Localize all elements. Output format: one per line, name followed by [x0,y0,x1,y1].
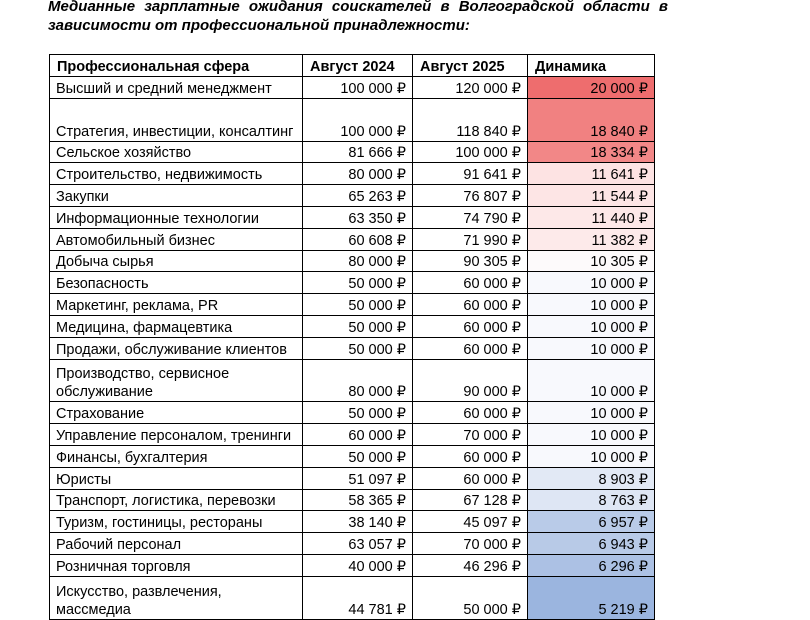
sphere-cell: Управление персоналом, тренинги [50,424,303,446]
table-row [50,206,655,228]
table-row [50,163,655,185]
aug-2024-cell: 40 000 ₽ [303,554,413,576]
table-row [50,402,655,424]
header-row [50,55,655,77]
dynamics-cell: 10 000 ₽ [528,445,655,467]
aug-2025-cell: 90 000 ₽ [413,359,528,402]
aug-2024-cell: 80 000 ₽ [303,250,413,272]
table-row [50,141,655,163]
dynamics-cell: 11 440 ₽ [528,206,655,228]
table-row [50,576,655,619]
aug-2024-cell: 50 000 ₽ [303,337,413,359]
table-row [50,533,655,555]
dynamics-cell: 10 000 ₽ [528,272,655,294]
table-row [50,250,655,272]
aug-2024-cell: 50 000 ₽ [303,294,413,316]
aug-2024-cell: 80 000 ₽ [303,359,413,402]
aug-2024-cell: 63 350 ₽ [303,206,413,228]
aug-2024-cell: 50 000 ₽ [303,402,413,424]
table-row [50,185,655,207]
dynamics-cell: 10 000 ₽ [528,424,655,446]
sphere-cell: Финансы, бухгалтерия [50,445,303,467]
table-row [50,228,655,250]
dynamics-cell: 10 000 ₽ [528,294,655,316]
dynamics-cell: 10 000 ₽ [528,315,655,337]
table-row [50,272,655,294]
dynamics-cell: 10 305 ₽ [528,250,655,272]
dynamics-cell: 5 219 ₽ [528,576,655,619]
aug-2025-cell: 60 000 ₽ [413,272,528,294]
dynamics-cell: 10 000 ₽ [528,337,655,359]
aug-2024-cell: 50 000 ₽ [303,315,413,337]
sphere-cell: Юристы [50,467,303,489]
aug-2025-cell: 91 641 ₽ [413,163,528,185]
sphere-cell: Розничная торговля [50,554,303,576]
column-header-aug-2024: Август 2024 [303,55,413,77]
aug-2024-cell: 80 000 ₽ [303,163,413,185]
aug-2025-cell: 74 790 ₽ [413,206,528,228]
table-row [50,424,655,446]
dynamics-cell: 10 000 ₽ [528,402,655,424]
aug-2025-cell: 46 296 ₽ [413,554,528,576]
aug-2025-cell: 60 000 ₽ [413,445,528,467]
sphere-cell: Производство, сервисное обслуживание [50,359,303,402]
aug-2024-cell: 60 000 ₽ [303,424,413,446]
aug-2025-cell: 60 000 ₽ [413,467,528,489]
dynamics-cell: 10 000 ₽ [528,359,655,402]
aug-2025-cell: 60 000 ₽ [413,337,528,359]
aug-2025-cell: 45 097 ₽ [413,511,528,533]
aug-2024-cell: 51 097 ₽ [303,467,413,489]
dynamics-cell: 11 641 ₽ [528,163,655,185]
aug-2024-cell: 58 365 ₽ [303,489,413,511]
aug-2024-cell: 50 000 ₽ [303,272,413,294]
sphere-cell: Маркетинг, реклама, PR [50,294,303,316]
sphere-cell: Туризм, гостиницы, рестораны [50,511,303,533]
sphere-cell: Высший и средний менеджмент [50,77,303,99]
aug-2024-cell: 100 000 ₽ [303,98,413,141]
aug-2025-cell: 70 000 ₽ [413,533,528,555]
aug-2024-cell: 65 263 ₽ [303,185,413,207]
dynamics-cell: 11 544 ₽ [528,185,655,207]
aug-2024-cell: 44 781 ₽ [303,576,413,619]
dynamics-cell: 11 382 ₽ [528,228,655,250]
aug-2025-cell: 118 840 ₽ [413,98,528,141]
sphere-cell: Автомобильный бизнес [50,228,303,250]
aug-2024-cell: 60 608 ₽ [303,228,413,250]
aug-2025-cell: 100 000 ₽ [413,141,528,163]
column-header-sphere: Профессиональная сфера [50,55,303,77]
dynamics-cell: 20 000 ₽ [528,77,655,99]
sphere-cell: Закупки [50,185,303,207]
column-header-aug-2025: Август 2025 [413,55,528,77]
sphere-cell: Транспорт, логистика, перевозки [50,489,303,511]
table-row [50,467,655,489]
sphere-cell: Сельское хозяйство [50,141,303,163]
sphere-cell: Страхование [50,402,303,424]
aug-2024-cell: 63 057 ₽ [303,533,413,555]
sphere-cell: Медицина, фармацевтика [50,315,303,337]
aug-2025-cell: 50 000 ₽ [413,576,528,619]
dynamics-cell: 8 763 ₽ [528,489,655,511]
aug-2024-cell: 50 000 ₽ [303,445,413,467]
sphere-cell: Строительство, недвижимость [50,163,303,185]
aug-2025-cell: 60 000 ₽ [413,315,528,337]
sphere-cell: Рабочий персонал [50,533,303,555]
dynamics-cell: 18 334 ₽ [528,141,655,163]
aug-2024-cell: 100 000 ₽ [303,77,413,99]
sphere-cell: Безопасность [50,272,303,294]
dynamics-cell: 8 903 ₽ [528,467,655,489]
aug-2025-cell: 60 000 ₽ [413,294,528,316]
column-header-dynamics: Динамика [528,55,655,77]
table-row [50,294,655,316]
table-row [50,489,655,511]
aug-2024-cell: 38 140 ₽ [303,511,413,533]
aug-2025-cell: 67 128 ₽ [413,489,528,511]
sphere-cell: Информационные технологии [50,206,303,228]
dynamics-cell: 18 840 ₽ [528,98,655,141]
aug-2024-cell: 81 666 ₽ [303,141,413,163]
aug-2025-cell: 90 305 ₽ [413,250,528,272]
table-row [50,337,655,359]
table-row [50,359,655,402]
sphere-cell: Искусство, развлечения, массмедиа [50,576,303,619]
sphere-cell: Стратегия, инвестиции, консалтинг [50,98,303,141]
table-row [50,445,655,467]
aug-2025-cell: 120 000 ₽ [413,77,528,99]
table-row [50,511,655,533]
table-row [50,315,655,337]
dynamics-cell: 6 957 ₽ [528,511,655,533]
dynamics-cell: 6 296 ₽ [528,554,655,576]
table-row [50,98,655,141]
aug-2025-cell: 60 000 ₽ [413,402,528,424]
aug-2025-cell: 70 000 ₽ [413,424,528,446]
salary-expectations-table [49,54,655,620]
table-caption: Медианные зарплатные ожидания соискателей в Волгоградской области в зависимости от профессиональной принадлежности: [48,0,668,34]
sphere-cell: Добыча сырья [50,250,303,272]
dynamics-cell: 6 943 ₽ [528,533,655,555]
aug-2025-cell: 71 990 ₽ [413,228,528,250]
table-row [50,77,655,99]
sphere-cell: Продажи, обслуживание клиентов [50,337,303,359]
table-row [50,554,655,576]
aug-2025-cell: 76 807 ₽ [413,185,528,207]
